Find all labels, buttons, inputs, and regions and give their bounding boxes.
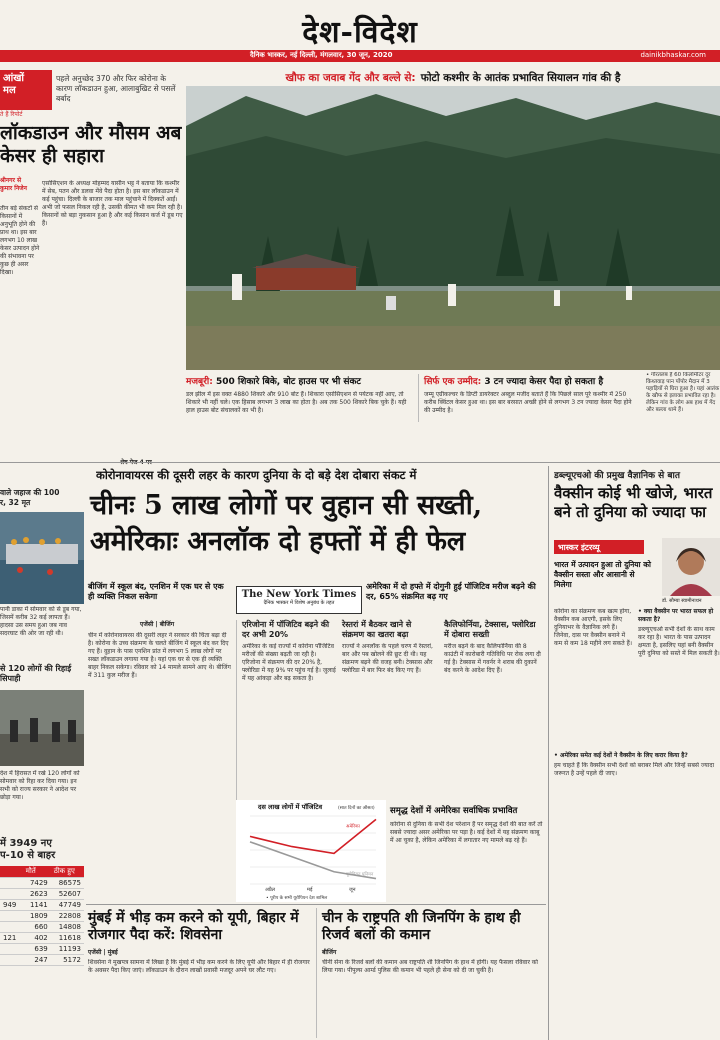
col-divider-1	[236, 620, 237, 820]
right-col-divider	[548, 466, 549, 1040]
left-kicker-box	[0, 70, 52, 110]
nyt-name: The New York Times	[241, 589, 357, 600]
left-bottom-body2: देश में हिरासत में रखे 120 लोगों को सोमवार को रिहा कर दिया गया। इन सभी को राज्य सरकार ने आदेश पर छोड़ा गया।	[0, 770, 80, 801]
stat-row	[0, 955, 84, 966]
right-kicker: डब्ल्यूएचओ की प्रमुख वैज्ञानिक से बात	[554, 471, 680, 481]
stat-cell: 86575	[51, 878, 84, 889]
col-b-body: राज्यों ने अनलॉक के पहले चरण में रेस्तरां, बार और पब खोलने की छूट दी थी। यह संक्रमण बढ़ने की वजह बनी। टेक्सास और फ्लोरिडा में बार फिर बंद किए गए हैं।	[342, 643, 433, 674]
col-b-head: रेस्तरां में बैठकर खाने से संक्रमण का खतरा बढ़ा	[342, 620, 412, 639]
chart-container	[236, 800, 386, 902]
kashmir-photo	[186, 86, 720, 370]
left-headline: लॉकडाउन और मौसम अब केसर ही सहारा	[0, 122, 182, 167]
scientist-caption: डॉ. सौम्या स्वामीनाथन	[662, 598, 702, 604]
stat-head-1: में 3949 नए	[0, 838, 52, 849]
stat-cell: 402	[23, 933, 51, 944]
stat-row	[0, 933, 84, 944]
stat-cell: 11193	[51, 944, 84, 955]
stat-head	[0, 838, 84, 862]
stat-row	[0, 889, 84, 900]
left-bottom-head2-2: सिपाही	[0, 674, 21, 683]
qa-1	[638, 608, 720, 712]
stat-cell: 660	[23, 922, 51, 933]
scientist-photo	[662, 538, 720, 596]
kashmir-photo-art	[186, 86, 720, 370]
section-title: देश-विदेश	[302, 15, 418, 50]
site-url: dainikbhaskar.com	[640, 51, 706, 59]
photo-headline	[186, 66, 720, 86]
deck-usa: अमेरिका में दो हफ्ते में दोगुनी हुई पॉजिटिव मरीज बढ़ने की दर, 65% संक्रमित बढ़ गए	[366, 582, 536, 601]
stat-cell: 2623	[23, 889, 51, 900]
qa-1-answer: डब्ल्यूएचओ सभी देशों के साथ काम कर रहा है। भारत के पास उत्पादन क्षमता है, इसलिए यहां बनी वैक्सीन पूरी दुनिया को सस्ते में मिल सकती है।	[638, 626, 720, 657]
chart-tick-label: मई	[307, 887, 313, 893]
left-bottom-head2-1: से 120 लोगों की रिहाई	[0, 664, 72, 673]
stat-col-0	[0, 866, 23, 878]
stat-table-header	[0, 866, 84, 878]
chart-subtitle: (सात दिनों का औसत)	[338, 806, 375, 811]
photo-headline-rest: फोटो कश्मीर के आतंक प्रभावित सियालन गांव की है	[420, 72, 621, 84]
bottom-story-2-headline: चीन के राष्ट्रपति शी जिनपिंग के हाथ ही रिजर्व बलों की कमान	[322, 910, 521, 943]
left-byline	[0, 176, 36, 192]
masthead	[0, 0, 720, 64]
bottom-story-2-body: चीनी सेना के रिजर्व बलों की कमान अब राष्ट्रपति शी जिनपिंग के हाथ में होगी। यह फैसला रविवार को लिया गया। पीपुल्स आर्म्ड पुलिस की कमान भी पहले ही सेना को दी जा चुकी है।	[322, 959, 538, 974]
stat-cell: 11618	[51, 933, 84, 944]
caption-1	[186, 374, 410, 427]
us-sidebar-head: समृद्ध देशों में अमेरिका सर्वाधिक प्रभावित	[390, 806, 518, 816]
stat-col-2: ठीक हुए	[51, 866, 84, 878]
stat-row	[0, 878, 84, 889]
right-body: कोरोना का संक्रमण कब खत्म होगा, वैक्सीन कब आएगी, इसके लिए दुनियाभर के वैज्ञानिक लगे हैं। जिनेवा, दास पर वैक्सीन बनाने में कम से कम 18 महीने लग सकते हैं।	[554, 608, 633, 647]
caption-2-head	[424, 374, 638, 387]
stat-cell: 1809	[23, 911, 51, 922]
nyt-sub: दैनिक भास्कर में विशेष अनुबंध के तहत	[263, 600, 335, 606]
bottom-story-1-byline: एजेंसी | मुंबई	[88, 949, 118, 956]
main-headline	[90, 488, 545, 560]
stat-cell: 1141	[23, 900, 51, 911]
caption-1-head-red: मजबूरी:	[186, 377, 213, 387]
right-sidebar-top: • गौरतलब है 60 किलोमीटर दूर किश्तवाड़ पान पोंपोर मैदान में 3 पहाड़ियों से घिरा हुआ है। यहां आतंक के खौफ से इलाका प्रभावित रहा है। लेकिन गांव के लोग अब हाथ में गेंद और बल्ला थामे हैं।	[646, 372, 720, 413]
left-bottom-kicker	[0, 488, 84, 508]
col-c	[444, 620, 542, 783]
stat-cell	[0, 878, 23, 889]
right-deck: भारत में उत्पादन हुआ तो दुनिया को वैक्सीन सस्ता और आसानी से मिलेगा	[554, 560, 651, 589]
stat-cell	[0, 889, 23, 900]
caption-2-head-red: सिर्फ एक उम्मीद:	[424, 377, 482, 387]
col-a-body: अमेरिका के कई राज्यों में कोरोना पॉजिटिव मरीजों की संख्या बढ़ती जा रही है। एरिजोना में संक्रमण की दर 20% है, फ्लोरिडा में यह 9% पर पहुंच गई है। जुलाई में यह आंकड़ा और बढ़ सकता है।	[242, 643, 336, 682]
stat-col-1: मौतें	[23, 866, 51, 878]
stat-row	[0, 911, 84, 922]
stat-cell: 47749	[51, 900, 84, 911]
qa-1-question: • क्या वैक्सीन पर भारत सफल हो सकता है?	[638, 608, 714, 623]
stat-cell: 247	[23, 955, 51, 966]
stat-cell: 121	[0, 933, 23, 944]
col-b	[342, 620, 436, 783]
chart-series-label: यूरोपियन यूनियन	[346, 872, 374, 878]
boat-photo	[0, 512, 84, 604]
left-body-1: तीन बड़े संकटों से किसानों में अनुभूति होने की प्राथ था। इस बार लगभग 10 लाख केसर उत्पादन होने की संभावना पर कुछ ही असर दिखा।	[0, 205, 40, 276]
scientist-photo-art	[662, 538, 720, 596]
right-headline: वैक्सीन कोई भी खोजे, भारत बने तो दुनिया को ज्यादा फा	[554, 484, 713, 521]
left-body-2: एसोसिएशन के अध्यक्ष मोहम्मद यासीन भट्ट ने बताया कि कश्मीर में सेब, पतन और डलवा मेंवे पैदा होता है। इस बार लॉकडाउन में कई पहुंचा। दिल्ली के बाजार तक माल पहुंचाने में दिक्कतें आईं। अभी जो फसल निकल रही है, उसकी कीमत भी कम मिल रही है। किसानों को बड़ा नुकसान हुआ है और कई किसान कर्ज में डूब गए हैं।	[42, 180, 183, 227]
col-c-body: मरीज बढ़ने के बाद कैलिफोर्निया की 8 काउंटी में कारोबारी गतिविधि पर रोक लगा दी गई है। टेक्सास में गवर्नर ने शराब की दुकानें बंद करने के आदेश दिए हैं।	[444, 643, 541, 674]
stat-cell: 52607	[51, 889, 84, 900]
bottom-story-1-headline: मुंबई में भीड़ कम करने को यूपी, बिहार में रोजगार पैदा करें: शिवसेना	[88, 910, 299, 943]
qa-2	[554, 752, 720, 882]
byline-city: श्रीनगर से	[0, 177, 22, 184]
caption-1-body: डल झील में इस वक्त 4880 शिकारे और 910 बोट हैं। शिकारा एसोसिएशन से पर्यटक नहीं आए, तो शिकारे भी नहीं चले। एक हिसाब लगभग 3 लाख का होता है। अब तक 500 शिकारे बिक चुके हैं। यही हाल हाउस बोट संचालकों का भी है।	[186, 391, 407, 414]
qa-2-question: • अमेरिका समेत कई देशों ने वैक्सीन के लिए करार किया है?	[554, 752, 688, 759]
stat-cell: 949	[0, 900, 23, 911]
col-c-head: कैलिफोर्निया, टेक्सास, फ्लोरिडा में दोबारा सख्ती	[444, 620, 536, 639]
chart-plot	[250, 816, 376, 893]
deck-china: बीजिंग में स्कूल बंद, एनशिन में एक घर से एक ही व्यक्ति निकल सकेगा	[88, 582, 224, 601]
nyt-badge	[236, 586, 362, 614]
caption-2-head-black: 3 टन ज्यादा केसर पैदा हो सकता है	[484, 377, 604, 387]
main-kicker: कोरोनावायरस की दूसरी लहर के कारण दुनिया के दो बड़े देश दोबारा संकट में	[96, 468, 417, 482]
left-bottom-head2	[0, 664, 84, 684]
interview-tag: भास्कर इंटरव्यू	[554, 540, 644, 554]
stat-table	[0, 866, 84, 966]
stat-cell	[0, 955, 23, 966]
byline-name: कुमार निजेन	[0, 185, 27, 192]
stat-row	[0, 944, 84, 955]
bottom-divider	[316, 908, 317, 1038]
left-bottom-kicker-1: वाले जहाज की 100	[0, 488, 60, 497]
line-chart	[236, 800, 386, 902]
stat-row	[0, 900, 84, 911]
stat-table-body	[0, 878, 84, 966]
stat-head-2: प-10 से बाहर	[0, 850, 56, 861]
stat-cell	[0, 911, 23, 922]
main-byline: एजेंसी | बीजिंग	[140, 621, 175, 628]
bottom-rule	[86, 904, 546, 905]
main-headline-line-1: चीनः 5 लाख लोगों पर वुहान सी सख्ती,	[90, 490, 483, 521]
caption-2	[424, 374, 638, 427]
stat-cell	[0, 922, 23, 933]
stat-cell: 639	[23, 944, 51, 955]
left-intro: पहले अनुच्छेद 370 और फिर कोरोना के कारण लॉकडाउन हुआ, आलाबुखिट से पसलें बर्बाद	[56, 74, 176, 103]
left-kicker-sub: ते हैं रिपोर्ट	[0, 111, 23, 118]
stat-cell: 5172	[51, 955, 84, 966]
caption-1-head	[186, 374, 410, 387]
stat-cell	[0, 944, 23, 955]
qa-2-answer: हम चाहते हैं कि वैक्सीन सभी देशों को बराबर मिले और जिन्हें सबसे ज्यादा जरूरत है उन्हें पहले दी जाए।	[554, 762, 715, 777]
bottom-story-2-byline: बीजिंग	[322, 949, 337, 956]
section-rule	[0, 462, 720, 463]
bottom-story-1	[88, 910, 310, 1013]
chart-legend-note: • पूरीप के सभी यूरोपियन देश शामिल	[266, 896, 328, 901]
release-photo-art	[0, 690, 84, 766]
left-bottom-kicker-2: र, 32 मृत	[0, 498, 31, 507]
stat-row	[0, 922, 84, 933]
dateline: दैनिक भास्कर, नई दिल्ली, मंगलवार, 30 जून, 2020	[250, 51, 393, 59]
boat-photo-art	[0, 512, 84, 604]
release-photo	[0, 690, 84, 766]
chart-tick-label: अप्रैल	[265, 887, 276, 893]
caption-divider	[418, 374, 419, 422]
caption-1-head-black: 500 शिकारे बिके, बोट हाउस पर भी संकट	[215, 377, 361, 387]
caption-2-body: जम्मू एग्रीकल्चर के डिप्टी डायरेक्टर अब्दुल मजीद बताते हैं कि पिछले साल पूरे कश्मीर में 250 करीब क्विंटल केसर हुआ था। इस बार बरसात अच्छी होने से लगभग 3 टन ज्यादा केसर पैदा होने की उम्मीद है।	[424, 391, 632, 414]
col-a-head: एरिजोना में पॉजिटिव बढ़ने की दर अभी 20%	[242, 620, 330, 639]
col-a	[242, 620, 336, 783]
stat-cell: 22808	[51, 911, 84, 922]
main-headline-line-2: अमेरिकाः अनलॉक दो हफ्तों में ही फेल	[90, 526, 466, 557]
stat-cell: 7429	[23, 878, 51, 889]
stat-cell: 14808	[51, 922, 84, 933]
us-sidebar	[390, 806, 544, 897]
bottom-story-2	[322, 910, 544, 1013]
china-body: चीन में कोरोनावायरस की दूसरी लहर ने सरकार की चिंता बढ़ा दी है। कोरोना के उच्च संक्रमण के चलते बीजिंग में स्कूल बंद कर दिए गए हैं। वुहान के पास एनशिन प्रांत में लगभग 5 लाख लोगों पर सख्त लॉकडाउन लगाया गया है। यहां एक घर से एक ही व्यक्ति बाहर निकल सकेगा। रविवार को 14 मामले सामने आए थे। बीजिंग में 311 कुल मरीज हैं।	[88, 632, 231, 679]
bottom-story-1-body: शिवसेना ने मुखपत्र सामना में लिखा है कि मुंबई में भीड़ कम करने के लिए यूपी और बिहार में ही रोजगार के अवसर पैदा किए जाएं। लॉकडाउन के दौरान लाखों प्रवासी मजदूर अपने घर लौट गए।	[88, 959, 310, 974]
us-sidebar-body: कोरोना से दुनिया के सभी देश परेशान हैं पर समृद्ध देशों की बात करें तो सबसे ज्यादा असर अमेरिका पर पड़ा है। कई देशों में यह संक्रमण काबू में आ चुका है, लेकिन अमेरिका में लगातार नए मामले बढ़ रहे हैं।	[390, 821, 543, 844]
chart-title: दस लाख लोगों में पॉजिटिव	[258, 803, 323, 811]
chart-series-label: अमेरिका	[346, 824, 360, 830]
left-bottom-body: पानी डाका में सोमवार को से डूब गया, जिसमें करीब 32 कई लापता हैं। हादसा उस समय हुआ जब नाव सदरघाट की ओर जा रही थी।	[0, 606, 82, 637]
photo-headline-lead: खौफ का जवाब गेंद और बल्ले से:	[285, 72, 416, 84]
left-kicker: आंखों मल	[3, 73, 24, 96]
chart-tick-label: जून	[349, 887, 356, 893]
